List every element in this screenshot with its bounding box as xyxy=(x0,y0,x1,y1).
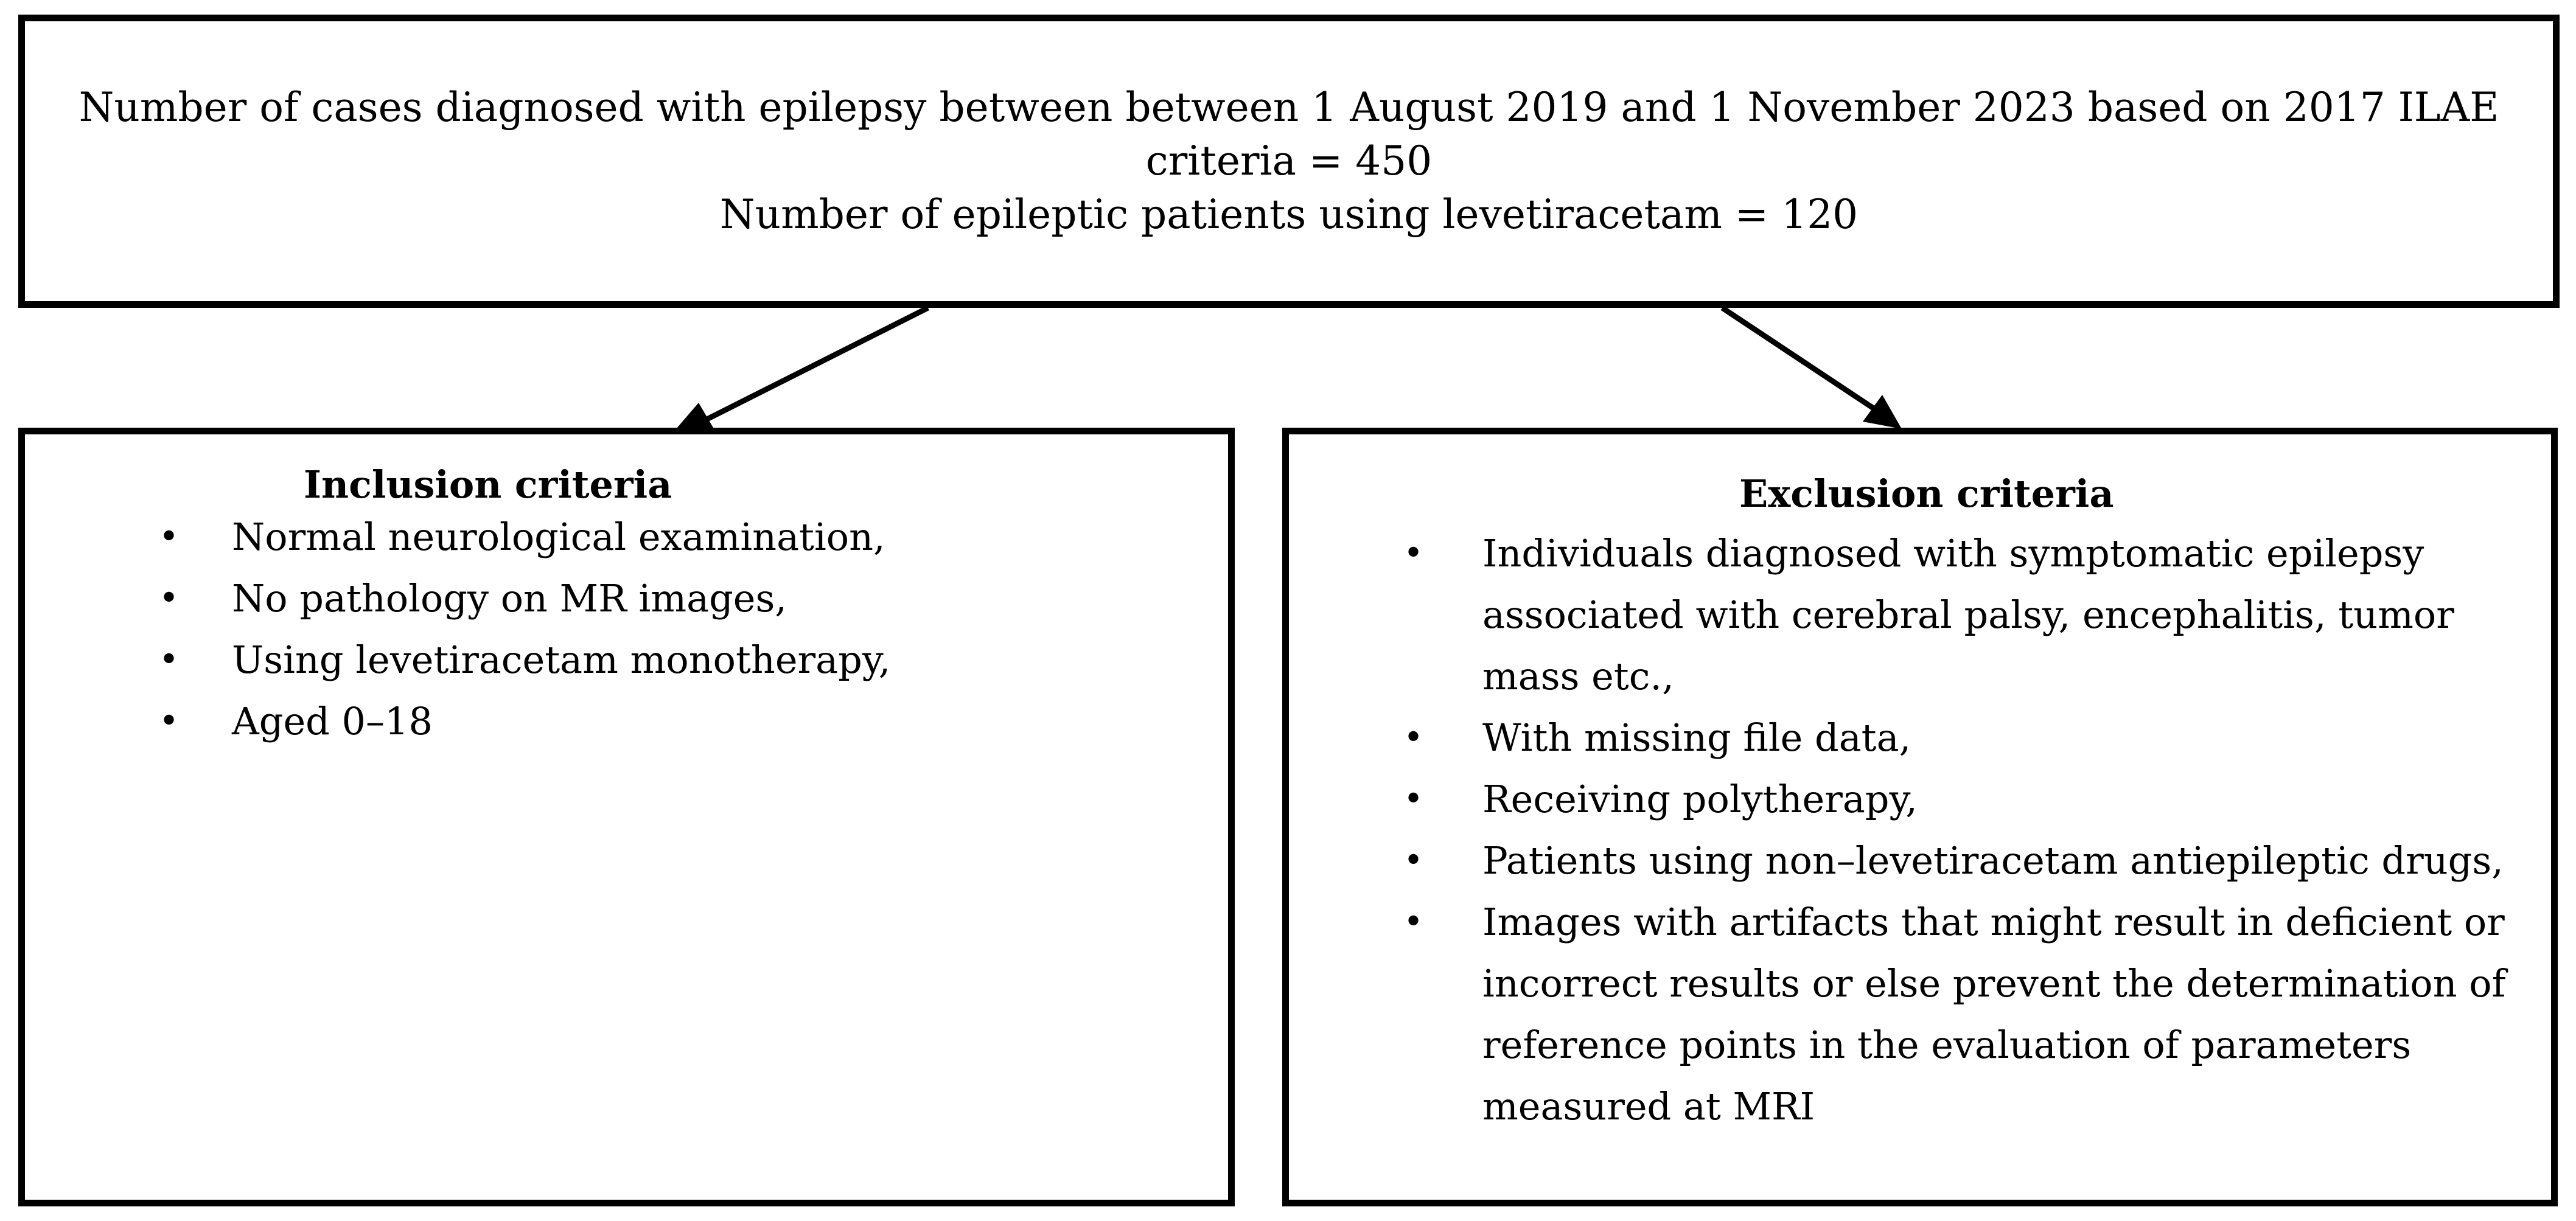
arrow-to-exclusion-head xyxy=(1863,395,1902,429)
inclusion-title: Inclusion criteria xyxy=(304,462,672,507)
list-item xyxy=(159,629,1218,691)
inclusion-item-text: Using levetiracetam monotherapy, xyxy=(232,638,891,682)
exclusion-criteria-box xyxy=(1282,428,2558,1206)
inclusion-item-text: No pathology on MR images, xyxy=(232,576,787,621)
bullet-icon: • xyxy=(1403,718,1424,757)
inclusion-criteria-box xyxy=(18,428,1235,1206)
total-cases-box xyxy=(18,15,2560,308)
exclusion-item-text: Individuals diagnosed with symptomatic epilepsy associated with cerebral palsy, encephalitis, tumor mass etc., xyxy=(1482,531,2454,698)
exclusion-list xyxy=(1403,523,2517,1137)
exclusion-item-text: Images with artifacts that might result in deficient or incorrect results or else prevent the determination of reference points in the evaluation of parameters measured at MRI xyxy=(1482,900,2506,1129)
list-item xyxy=(1403,523,2517,707)
list-item xyxy=(1403,830,2517,891)
exclusion-item-text: Receiving polytherapy, xyxy=(1482,777,1918,821)
bullet-icon: • xyxy=(159,579,180,618)
arrow-to-inclusion-line xyxy=(694,308,928,426)
arrow-to-exclusion-line xyxy=(1722,308,1874,409)
bullet-icon: • xyxy=(1403,779,1424,819)
exclusion-item-text: With missing file data, xyxy=(1482,715,1911,760)
list-item xyxy=(159,568,1218,629)
total-cases-line-1: Number of cases diagnosed with epilepsy between between 1 August 2019 and 1 November 2023 based on 2017 ILAE xyxy=(79,84,2499,131)
bullet-icon: • xyxy=(1403,841,1424,880)
bullet-icon: • xyxy=(159,517,180,557)
levetiracetam-count-line: Number of epileptic patients using levetiracetam = 120 xyxy=(719,191,1859,238)
inclusion-item-text: Aged 0–18 xyxy=(232,699,433,743)
exclusion-item-text: Patients using non–levetiracetam antiepileptic drugs, xyxy=(1482,838,2504,883)
inclusion-item-text: Normal neurological examination, xyxy=(232,515,885,559)
total-cases-line-2: criteria = 450 xyxy=(1145,137,1433,184)
list-item xyxy=(1403,891,2517,1137)
list-item xyxy=(1403,768,2517,830)
bullet-icon: • xyxy=(1403,902,1424,942)
bullet-icon: • xyxy=(1403,534,1424,573)
exclusion-title: Exclusion criteria xyxy=(1739,471,2114,516)
list-item xyxy=(159,691,1218,752)
list-item xyxy=(1403,707,2517,768)
inclusion-list xyxy=(159,506,1218,752)
bullet-icon: • xyxy=(159,640,180,680)
list-item xyxy=(159,506,1218,568)
bullet-icon: • xyxy=(159,701,180,741)
